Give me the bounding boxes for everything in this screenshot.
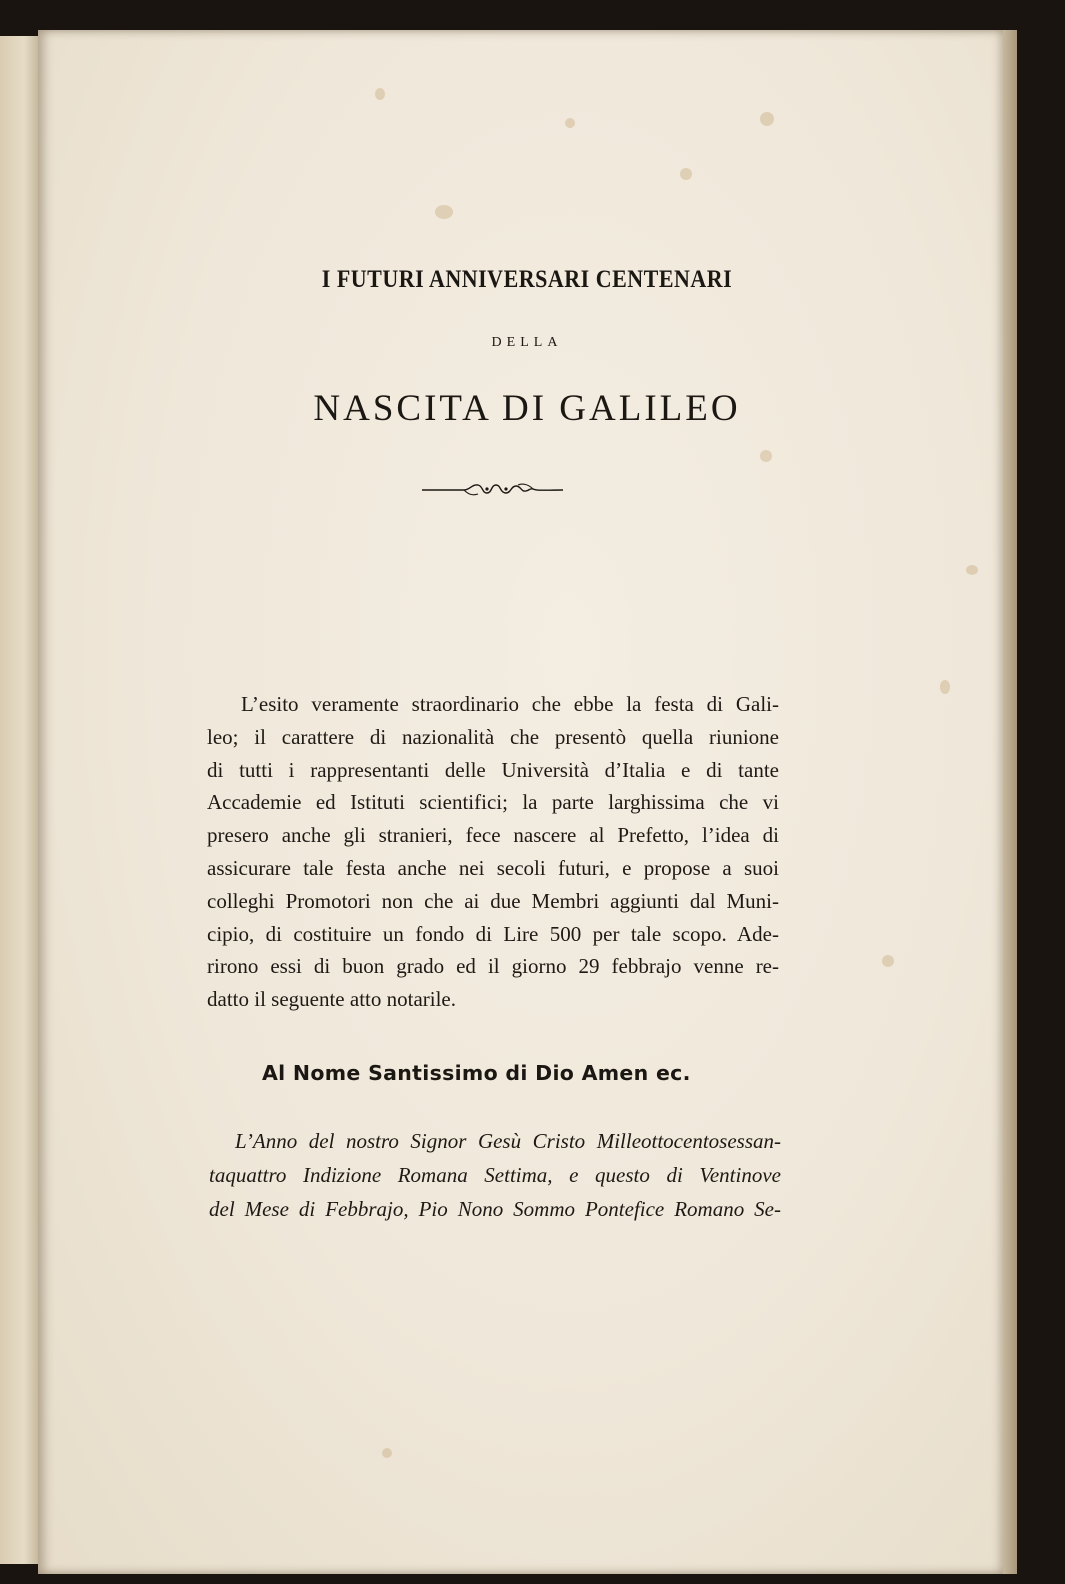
foxing-spot [680, 168, 692, 180]
paragraph-line: colleghi Promotori non che ai due Membri aggiunti dal Muni- [207, 888, 779, 913]
deed-line: L’Anno del nostro Signor Gesù Cristo Milleottocentosessan- [235, 1129, 781, 1153]
title-line-2: DELLA [491, 335, 563, 350]
title-line-3: NASCITA DI GALILEO [313, 388, 741, 429]
foxing-spot [382, 1448, 392, 1458]
paragraph-line: cipio, di costituire un fondo di Lire 500 per tale scopo. Ade- [207, 921, 779, 946]
foxing-spot [435, 205, 453, 219]
deed-line: del Mese di Febbrajo, Pio Nono Sommo Pontefice Romano Se- [209, 1197, 781, 1221]
foxing-spot [882, 955, 894, 967]
deed-line: taquattro Indizione Romana Settima, e questo di Ventinove [209, 1163, 781, 1187]
foxing-spot [565, 118, 575, 128]
paragraph-line: L’esito veramente straordinario che ebbe la festa di Gali- [241, 692, 779, 716]
foxing-spot [760, 450, 772, 462]
paragraph-line: Accademie ed Istituti scientifici; la parte larghissima che vi [207, 790, 779, 815]
intro-paragraph [207, 688, 779, 1016]
paragraph-line: datto il seguente atto notarile. [207, 987, 457, 1012]
right-page-edge [1003, 30, 1017, 1574]
ornament-divider [420, 480, 565, 500]
title-line-1: I FUTURI ANNIVERSARI CENTENARI [321, 264, 733, 293]
foxing-spot [375, 88, 385, 100]
foxing-spot [940, 680, 950, 694]
foxing-spot [760, 112, 774, 126]
paragraph-line: presero anche gli stranieri, fece nascere al Prefetto, l’idea di [207, 823, 779, 848]
paragraph-line: rirono essi di buon grado ed il giorno 29 febbrajo venne re- [207, 954, 779, 979]
paragraph-line: di tutti i rappresentanti delle Università d’Italia e di tante [207, 757, 779, 782]
deed-paragraph [209, 1124, 781, 1226]
paragraph-line: leo; il carattere di nazionalità che presentò quella riunione [207, 724, 779, 749]
foxing-spot [966, 565, 978, 575]
paragraph-line: assicurare tale festa anche nei secoli futuri, e propose a suoi [207, 855, 779, 880]
section-heading: Al Nome Santissimo di Dio Amen ec. [262, 1061, 691, 1085]
